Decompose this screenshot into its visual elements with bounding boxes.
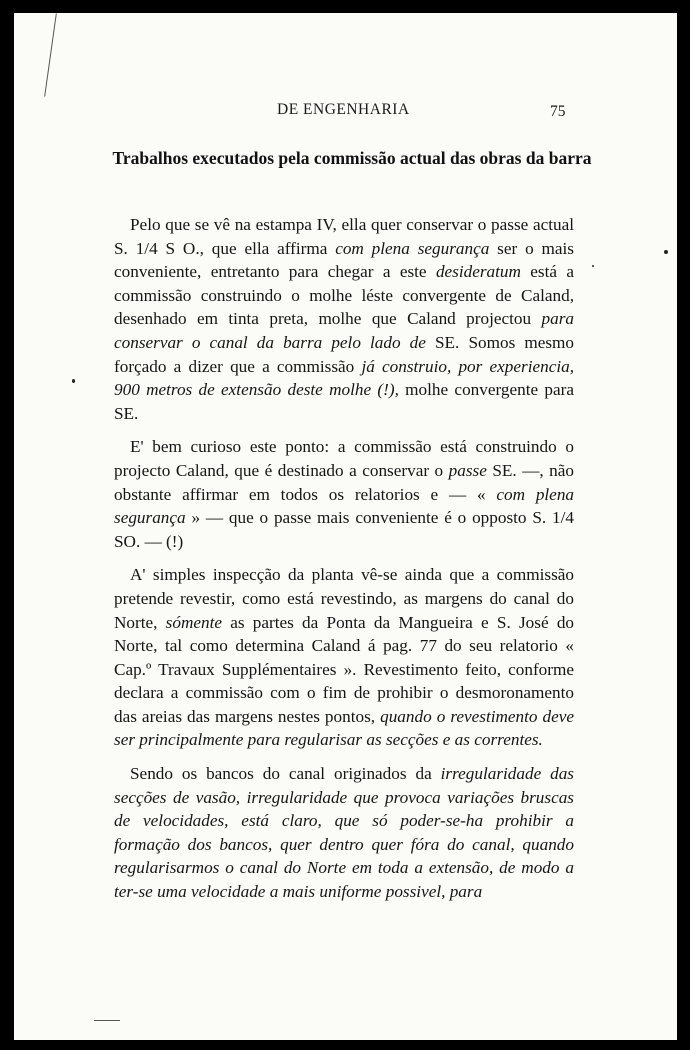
page-number: 75 (550, 103, 566, 120)
text-run: Sendo os bancos do canal originados da (130, 764, 441, 784)
text-run: A' simples inspecção da planta vê-se ainda que a commissão pretende revestir, como está revestindo, as margens do canal do Norte, (114, 565, 574, 632)
italic-text-run: passe (448, 460, 487, 480)
text-run: molhe convergente para SE. (114, 380, 574, 423)
text-run: E' bem curioso este ponto: a commissão está construindo o projecto Caland, que é destinado a conservar o (114, 437, 574, 480)
italic-text-run: quando o revestimento deve ser principalmente para regularisar as secções e as correntes. (114, 706, 574, 750)
italic-text-run: com plena segurança (114, 484, 575, 528)
italic-text-run: com plena segurança (335, 238, 490, 258)
text-run: Pelo que se vê na estampa IV, ella quer conservar o passe actual S. 1/4 S O., que ella affirma (114, 215, 574, 258)
text-run: SE. —, não obstante affirmar em todos os relatorios e — « (114, 460, 574, 504)
paragraph (114, 563, 574, 752)
book-page (14, 13, 677, 1040)
italic-text-run: para conservar o canal da barra pelo lado de (114, 309, 574, 352)
section-title: Trabalhos executados pela commissão actual das obras da barra (112, 148, 592, 168)
text-run: SE. Somos mesmo forçado a dizer que a commissão (114, 332, 574, 376)
scan-speck (592, 265, 594, 267)
scan-mark (94, 1020, 120, 1021)
scan-speck (664, 250, 668, 254)
text-run: está a commissão construindo o molhe léste convergente de Caland, desenhado em tinta preta, molhe que Caland projectou (114, 262, 574, 329)
text-run: ser o mais conveniente, entretanto para chegar a este (114, 238, 574, 282)
italic-text-run: já construio, por experiencia, 900 metros de extensão deste molhe (!), (114, 356, 574, 400)
scan-speck (72, 379, 75, 383)
italic-text-run: desideratum (435, 262, 521, 282)
italic-text-run: sómente (165, 612, 222, 632)
text-run: » — que o passe mais conveniente é o opposto S. 1/4 SO. — (!) (114, 508, 574, 551)
paragraph (114, 762, 574, 904)
body-text (114, 213, 574, 914)
italic-text-run: irregularidade das secções de vasão, irregularidade que provoca variações bruscas de velocidades, está claro, que só poder-se-ha prohibir a formação dos bancos, quer dentro quer fóra do canal, quando regularisarmos o canal do Norte em toda a extensão, de modo a ter-se uma velocidade a mais uniforme possivel, para (114, 764, 574, 902)
text-run: as partes da Ponta da Mangueira e S. José do Norte, tal como determina Caland á pag. 77 do seu relatorio « Cap.º Travaux Supplémentaires ». Revestimento feito, conforme declara a commissão com o fim de prohibir o desmoronamento das areias das margens nestes pontos, (114, 612, 575, 726)
scan-mark (44, 13, 57, 96)
running-title: DE ENGENHARIA (277, 101, 410, 118)
paragraph (114, 213, 574, 425)
paragraph (114, 435, 574, 553)
page-header (14, 101, 677, 125)
